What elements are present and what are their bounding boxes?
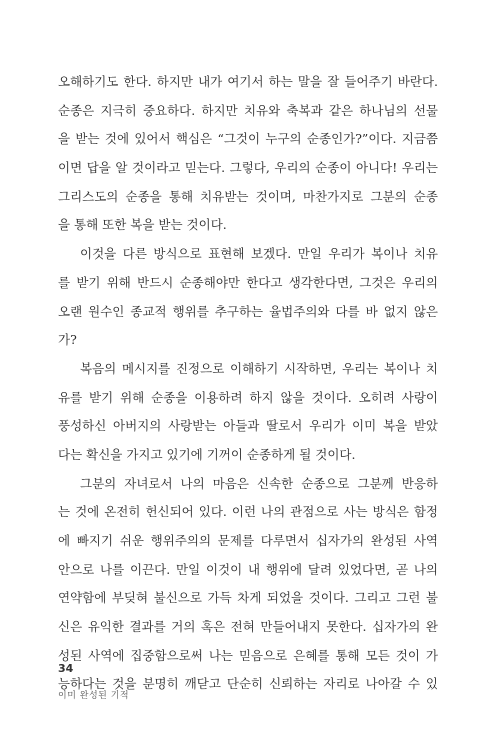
text-line: 풍성하신 아버지의 사랑받는 아들과 딸로서 우리가 이미 복을 받았 [58, 418, 438, 434]
text-line: 를 받기 위해 반드시 순종해야만 한다고 생각한다면, 그것은 우리의 [58, 274, 438, 290]
text-line: 가? [58, 332, 77, 348]
text-line: 유를 받기 위해 순종을 이용하려 하지 않을 것이다. 오히려 사랑이 [58, 389, 438, 405]
text-line: 복음의 메시지를 진정으로 이해하기 시작하면, 우리는 복이나 치 [80, 360, 438, 376]
text-line: 오랜 원수인 종교적 행위를 추구하는 율법주의와 다를 바 없지 않은 [58, 303, 438, 319]
text-line: 성된 사역에 집중함으로써 나는 믿음으로 은혜를 통해 모든 것이 가 [58, 647, 438, 663]
text-line: 순종은 지극히 중요하다. 하지만 치유와 축복과 같은 하나님의 선물 [58, 102, 438, 118]
text-line: 능하다는 것을 분명히 깨닫고 단순히 신뢰하는 자리로 나아갈 수 있 [58, 676, 438, 692]
page-number: 34 [58, 662, 74, 675]
text-line: 그리스도의 순종을 통해 치유받는 것이며, 마찬가지로 그분의 순종 [58, 188, 438, 204]
text-line: 다는 확신을 가지고 있기에 기꺼이 순종하게 될 것이다. [58, 446, 356, 462]
text-line: 에 빠지기 쉬운 행위주의의 문제를 다루면서 십자가의 완성된 사역 [58, 533, 438, 548]
text-line: 을 받는 것에 있어서 핵심은 “그것이 누구의 순종인가?”이다. 지금쯤 [58, 131, 438, 147]
text-line: 신은 유익한 결과를 거의 혹은 전혀 만들어내지 못한다. 십자가의 완 [58, 619, 438, 635]
text-line: 을 통해 또한 복을 받는 것이다. [58, 217, 227, 233]
text-line: 는 것에 온전히 헌신되어 있다. 이런 나의 관점으로 사는 방식은 함정 [58, 504, 438, 520]
text-line: 그분의 자녀로서 나의 마음은 신속한 순종으로 그분께 반응하 [80, 475, 438, 491]
text-line: 이것을 다른 방식으로 표현해 보겠다. 만일 우리가 복이나 치유 [80, 246, 438, 262]
text-line: 안으로 나를 이끈다. 만일 이것이 내 행위에 달려 있었다면, 곧 나의 [58, 561, 438, 577]
running-title: 이미 완성된 기적 [58, 691, 130, 701]
text-line: 연약함에 부딪혀 불신으로 가득 차게 되었을 것이다. 그리고 그런 불 [58, 590, 438, 606]
text-line: 이면 답을 알 것이라고 믿는다. 그렇다, 우리의 순종이 아니다! 우리는 [58, 160, 438, 176]
body-text [58, 68, 438, 699]
text-line: 오해하기도 한다. 하지만 내가 여기서 하는 말을 잘 들어주기 바란다. [58, 74, 438, 89]
